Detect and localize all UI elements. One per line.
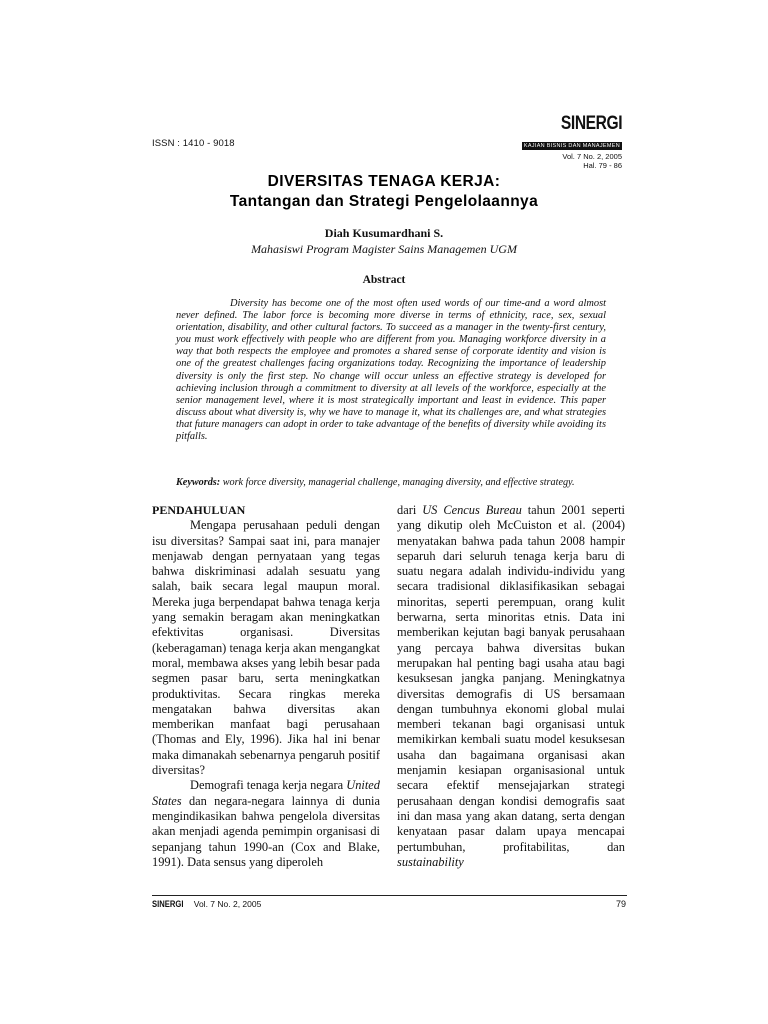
paragraph-text: dan negara-negara lainnya di dunia mengindikasikan bahwa pengelola diversitas akan menjadi agenda pemimpin organisasi di sepanjang tahun 1990-an (Cox and Blake, 1991). Data sensus yang diperoleh	[152, 793, 380, 869]
body-column-left	[152, 503, 380, 870]
page-number: 79	[615, 899, 626, 909]
italic-term: sustainability	[397, 854, 464, 869]
body-column-right	[397, 503, 625, 870]
paragraph-text: dari	[397, 503, 417, 517]
issn: ISSN : 1410 - 9018	[152, 138, 235, 149]
footer-journal-name: SINERGI	[152, 899, 184, 909]
footer-rule	[152, 895, 627, 896]
keywords-label: Keywords:	[176, 477, 221, 488]
footer-journal	[152, 899, 261, 909]
italic-term: US Cencus Bureau	[422, 503, 522, 517]
keywords-text: work force diversity, managerial challenge, managing diversity, and effective strategy.	[222, 477, 575, 488]
journal-pages: Hal. 79 - 86	[583, 161, 622, 170]
section-heading: PENDAHULUAN	[152, 503, 246, 517]
article-title: DIVERSITAS TENAGA KERJA:	[267, 173, 501, 190]
paragraph	[152, 778, 380, 870]
journal-masthead	[522, 114, 622, 170]
keywords	[176, 477, 616, 488]
paragraph-text: tahun 2001 seperti yang dikutip oleh McCuiston et al. (2004) menyatakan bahwa pada tahun 2008 hampir separuh dari seluruh tenaga kerja baru di suatu negara adalah individu-individu yang secara tradisional diklasifikasikan sebagai minoritas, seperti perempuan, orang kulit berwarna, serta minoritas etnis. Data ini memberikan kejutan bagi banyak perusahaan yang percaya bahwa diversitas bukan merupakan hal penting bagi usaha atau bagi kesuksesan jangka panjang. Meningkatnya diversitas demografis di US bersamaan dengan tumbuhnya ekonomi global mulai memberi tekanan bagi organisasi untuk memikirkan kembali suatu model kesuksesan usaha dan bagaimana organisasi akan menjamin kesiapan organisasional untuk secara efektif mensejajarkan strategi perusahaan dengan kondisi demografis saat ini dan masa yang akan datang, serta dengan kenyataan pasar dalam upaya mencapai pertumbuhan, profitabilitas, dan	[397, 503, 625, 854]
paragraph: Mengapa perusahaan peduli dengan isu diversitas? Sampai saat ini, para manajer menjawab dengan pernyataan yang tegas bahwa diskriminasi adalah sesuatu yang salah, baik secara legal maupun moral. Mereka juga berpendapat bahwa tenaga kerja yang semakin beragam akan meningkatkan efektivitas organisasi. Diversitas (keberagaman) tenaga kerja akan mengangkat moral, membawa akses yang lebih besar pada segmen pasar baru, serta meningkatkan produktivitas. Secara ringkas mereka mengatakan bahwa diversitas akan memberikan manfaat bagi perusahaan (Thomas and Ely, 1996). Jika hal ini benar maka dimanakah sebenarnya pengaruh positif diversitas?	[152, 518, 380, 778]
journal-volume: Vol. 7 No. 2, 2005	[562, 152, 622, 161]
author-name: Diah Kusumardhani S.	[324, 226, 444, 240]
journal-name: SINERGI	[560, 113, 622, 134]
abstract-text: Diversity has become one of the most often used words of our time-and a word almost never defined. The labor force is becoming more diverse in terms of ethnicity, race, sex, sexual orientation, disability, and other cultural factors. To succeed as a manager in the twenty-first century, you must work effectively with people who are different from you. Managing workforce diversity in a way that both respects the employee and promotes a shared sense of corporate identity and vision is one of the greatest challenges facing organizations today. Recognizing the importance of leadership diversity is only the first step. No change will occur unless an effective strategy is developed for achieving inclusion through a commitment to diversity at all levels of the workforce, especially at the senior management level, where it is most strategically important and least in evidence. This paper discuss about what diversity is, why we have to manage it, what its challenges are, and what strategies that future managers can adopt in order to take advantage of the benefits of diversity while avoiding its pitfalls.	[176, 298, 606, 443]
footer-volume: Vol. 7 No. 2, 2005	[193, 899, 262, 909]
article-subtitle: Tantangan dan Strategi Pengelolaannya	[229, 193, 539, 210]
paragraph	[397, 503, 625, 870]
journal-subtitle: KAJIAN BISNIS DAN MANAJEMEN	[523, 143, 620, 149]
author-affiliation: Mahasiswi Program Magister Sains Managemen UGM	[251, 242, 517, 256]
abstract-heading: Abstract	[362, 274, 406, 286]
italic-term: United States	[152, 778, 380, 808]
paragraph-text: Demografi tenaga kerja negara	[190, 778, 344, 793]
